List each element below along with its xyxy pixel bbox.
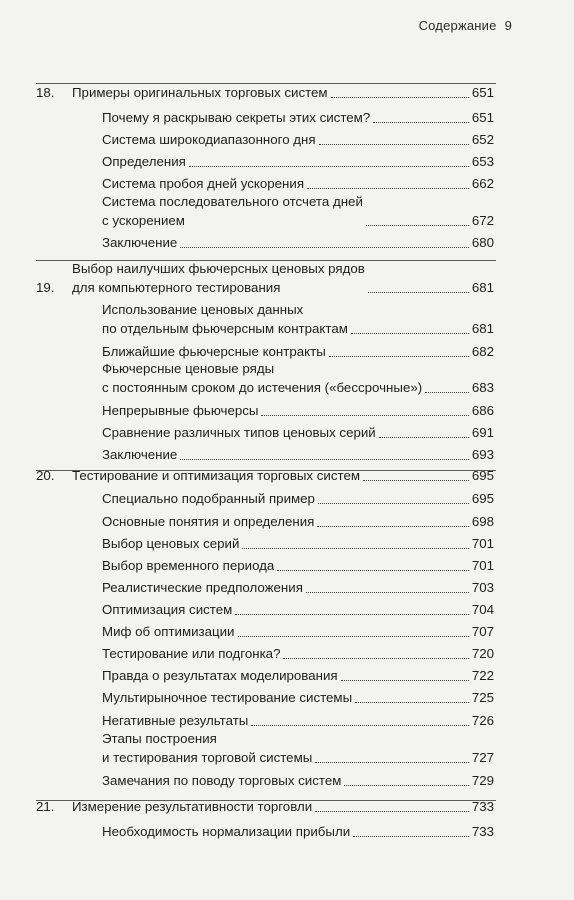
entry-page-number: 672	[471, 213, 494, 228]
entry-title: Основные понятия и определения	[102, 514, 315, 529]
dot-leader	[344, 785, 468, 786]
dot-leader	[306, 592, 469, 593]
entry-page-number: 707	[471, 624, 494, 639]
entry-title: Непрерывные фьючерсы	[102, 403, 259, 418]
dot-leader	[261, 415, 468, 416]
section-entry[interactable]	[102, 401, 494, 420]
section-entry[interactable]	[102, 729, 494, 767]
entry-page-number: 686	[471, 403, 494, 418]
dot-leader	[235, 614, 469, 615]
dot-leader	[317, 526, 468, 527]
section-entry[interactable]	[102, 174, 494, 193]
dot-leader	[331, 97, 469, 98]
dot-leader	[277, 570, 468, 571]
entry-page-number: 651	[471, 110, 494, 125]
entry-title: Миф об оптимизации	[102, 624, 235, 639]
entry-title: Замечания по поводу торговых систем	[102, 773, 342, 788]
entry-title: Заключение	[102, 447, 178, 462]
entry-title: Выбор временного периода	[102, 558, 275, 573]
chapter-number: 18.	[36, 85, 55, 100]
page-number: 9	[504, 18, 512, 33]
entry-page-number: 704	[471, 602, 494, 617]
entry-page-number: 726	[471, 713, 494, 728]
chapter-number: 20.	[36, 468, 55, 483]
dot-leader	[318, 503, 469, 504]
entry-page-number: 681	[471, 321, 494, 336]
section-entry[interactable]	[102, 423, 494, 442]
entry-title: Заключение	[102, 235, 178, 250]
section-entry[interactable]	[102, 771, 494, 790]
entry-page-number: 733	[471, 799, 494, 814]
dot-leader	[315, 762, 469, 763]
entry-title: Тестирование или подгонка?	[102, 646, 281, 661]
entry-page-number: 729	[471, 773, 494, 788]
entry-title: Примеры оригинальных торговых систем	[72, 85, 328, 100]
entry-title: Ближайшие фьючерсные контракты	[102, 344, 326, 359]
entry-page-number: 680	[471, 235, 494, 250]
section-entry[interactable]	[102, 666, 494, 685]
chapter-entry[interactable]	[36, 797, 494, 816]
entry-title: Система пробоя дней ускорения	[102, 176, 305, 191]
dot-leader	[363, 480, 469, 481]
section-entry[interactable]	[102, 489, 494, 508]
dot-leader	[189, 166, 469, 167]
entry-title: Почему я раскрываю секреты этих систем?	[102, 110, 371, 125]
section-entry[interactable]	[102, 192, 494, 230]
dot-leader	[368, 292, 469, 293]
entry-page-number: 695	[471, 491, 494, 506]
section-entry[interactable]	[102, 644, 494, 663]
entry-page-number: 681	[471, 280, 494, 295]
entry-page-number: 652	[471, 132, 494, 147]
dot-leader	[307, 188, 469, 189]
entry-page-number: 725	[471, 690, 494, 705]
dot-leader	[425, 392, 469, 393]
dot-leader	[329, 356, 469, 357]
entry-page-number: 691	[471, 425, 494, 440]
section-entry[interactable]	[102, 108, 494, 127]
entry-title: Определения	[102, 154, 186, 169]
dot-leader	[341, 680, 469, 681]
entry-page-number: 698	[471, 514, 494, 529]
entry-page-number: 651	[471, 85, 494, 100]
entry-page-number: 682	[471, 344, 494, 359]
entry-title: Правда о результатах моделирования	[102, 668, 338, 683]
section-title: Содержание	[418, 18, 497, 33]
section-entry[interactable]	[102, 711, 494, 730]
dot-leader	[319, 144, 469, 145]
entry-title: Этапы построения и тестирования торговой системы	[102, 731, 313, 765]
dot-leader	[180, 459, 468, 460]
section-entry[interactable]	[102, 556, 494, 575]
entry-title: Выбор ценовых серий	[102, 536, 240, 551]
entry-page-number: 703	[471, 580, 494, 595]
entry-title: Специально подобранный пример	[102, 491, 315, 506]
section-entry[interactable]	[102, 688, 494, 707]
chapter-number: 19.	[36, 280, 55, 295]
section-entry[interactable]	[102, 600, 494, 619]
entry-title: Выбор наилучших фьючерсных ценовых рядов для компьютерного тестирования	[72, 261, 365, 295]
entry-title: Использование ценовых данных по отдельным фьючерсным контрактам	[102, 302, 348, 336]
dot-leader	[366, 225, 469, 226]
entry-title: Система последовательного отсчета дней с ускорением	[102, 194, 363, 228]
section-entry[interactable]	[102, 578, 494, 597]
section-entry[interactable]	[102, 622, 494, 641]
dot-leader	[251, 725, 468, 726]
dot-leader	[283, 658, 468, 659]
section-entry[interactable]	[102, 512, 494, 531]
dot-leader	[373, 122, 469, 123]
entry-page-number: 653	[471, 154, 494, 169]
entry-title: Реалистические предположения	[102, 580, 303, 595]
section-entry[interactable]	[102, 130, 494, 149]
section-entry[interactable]	[102, 534, 494, 553]
entry-title: Фьючерсные ценовые ряды с постоянным сроком до истечения («бессрочные»)	[102, 361, 423, 395]
entry-page-number: 701	[471, 536, 494, 551]
section-entry[interactable]	[102, 822, 494, 841]
dot-leader	[379, 437, 469, 438]
dot-leader	[242, 548, 468, 549]
entry-title: Сравнение различных типов ценовых серий	[102, 425, 376, 440]
section-entry[interactable]	[102, 359, 494, 397]
section-entry[interactable]	[102, 445, 494, 464]
chapter-entry[interactable]	[36, 83, 494, 102]
entry-title: Тестирование и оптимизация торговых систем	[72, 468, 360, 483]
section-entry[interactable]	[102, 152, 494, 171]
entry-page-number: 733	[471, 824, 494, 839]
entry-page-number: 720	[471, 646, 494, 661]
entry-title: Система широкодиапазонного дня	[102, 132, 316, 147]
entry-page-number: 683	[471, 380, 494, 395]
entry-title: Оптимизация систем	[102, 602, 233, 617]
dot-leader	[180, 247, 468, 248]
entry-page-number: 695	[471, 468, 494, 483]
entry-page-number: 727	[471, 750, 494, 765]
dot-leader	[238, 636, 469, 637]
chapter-entry[interactable]	[36, 466, 494, 485]
entry-page-number: 722	[471, 668, 494, 683]
chapter-entry[interactable]	[36, 259, 494, 297]
entry-title: Негативные результаты	[102, 713, 249, 728]
section-entry[interactable]	[102, 300, 494, 338]
entry-page-number: 701	[471, 558, 494, 573]
dot-leader	[315, 811, 469, 812]
entry-title: Мультирыночное тестирование системы	[102, 690, 353, 705]
entry-page-number: 662	[471, 176, 494, 191]
dot-leader	[351, 333, 469, 334]
section-entry[interactable]	[102, 233, 494, 252]
entry-title: Необходимость нормализации прибыли	[102, 824, 351, 839]
dot-leader	[353, 836, 469, 837]
dot-leader	[355, 702, 469, 703]
entry-page-number: 693	[471, 447, 494, 462]
entry-title: Измерение результативности торговли	[72, 799, 313, 814]
chapter-number: 21.	[36, 799, 55, 814]
